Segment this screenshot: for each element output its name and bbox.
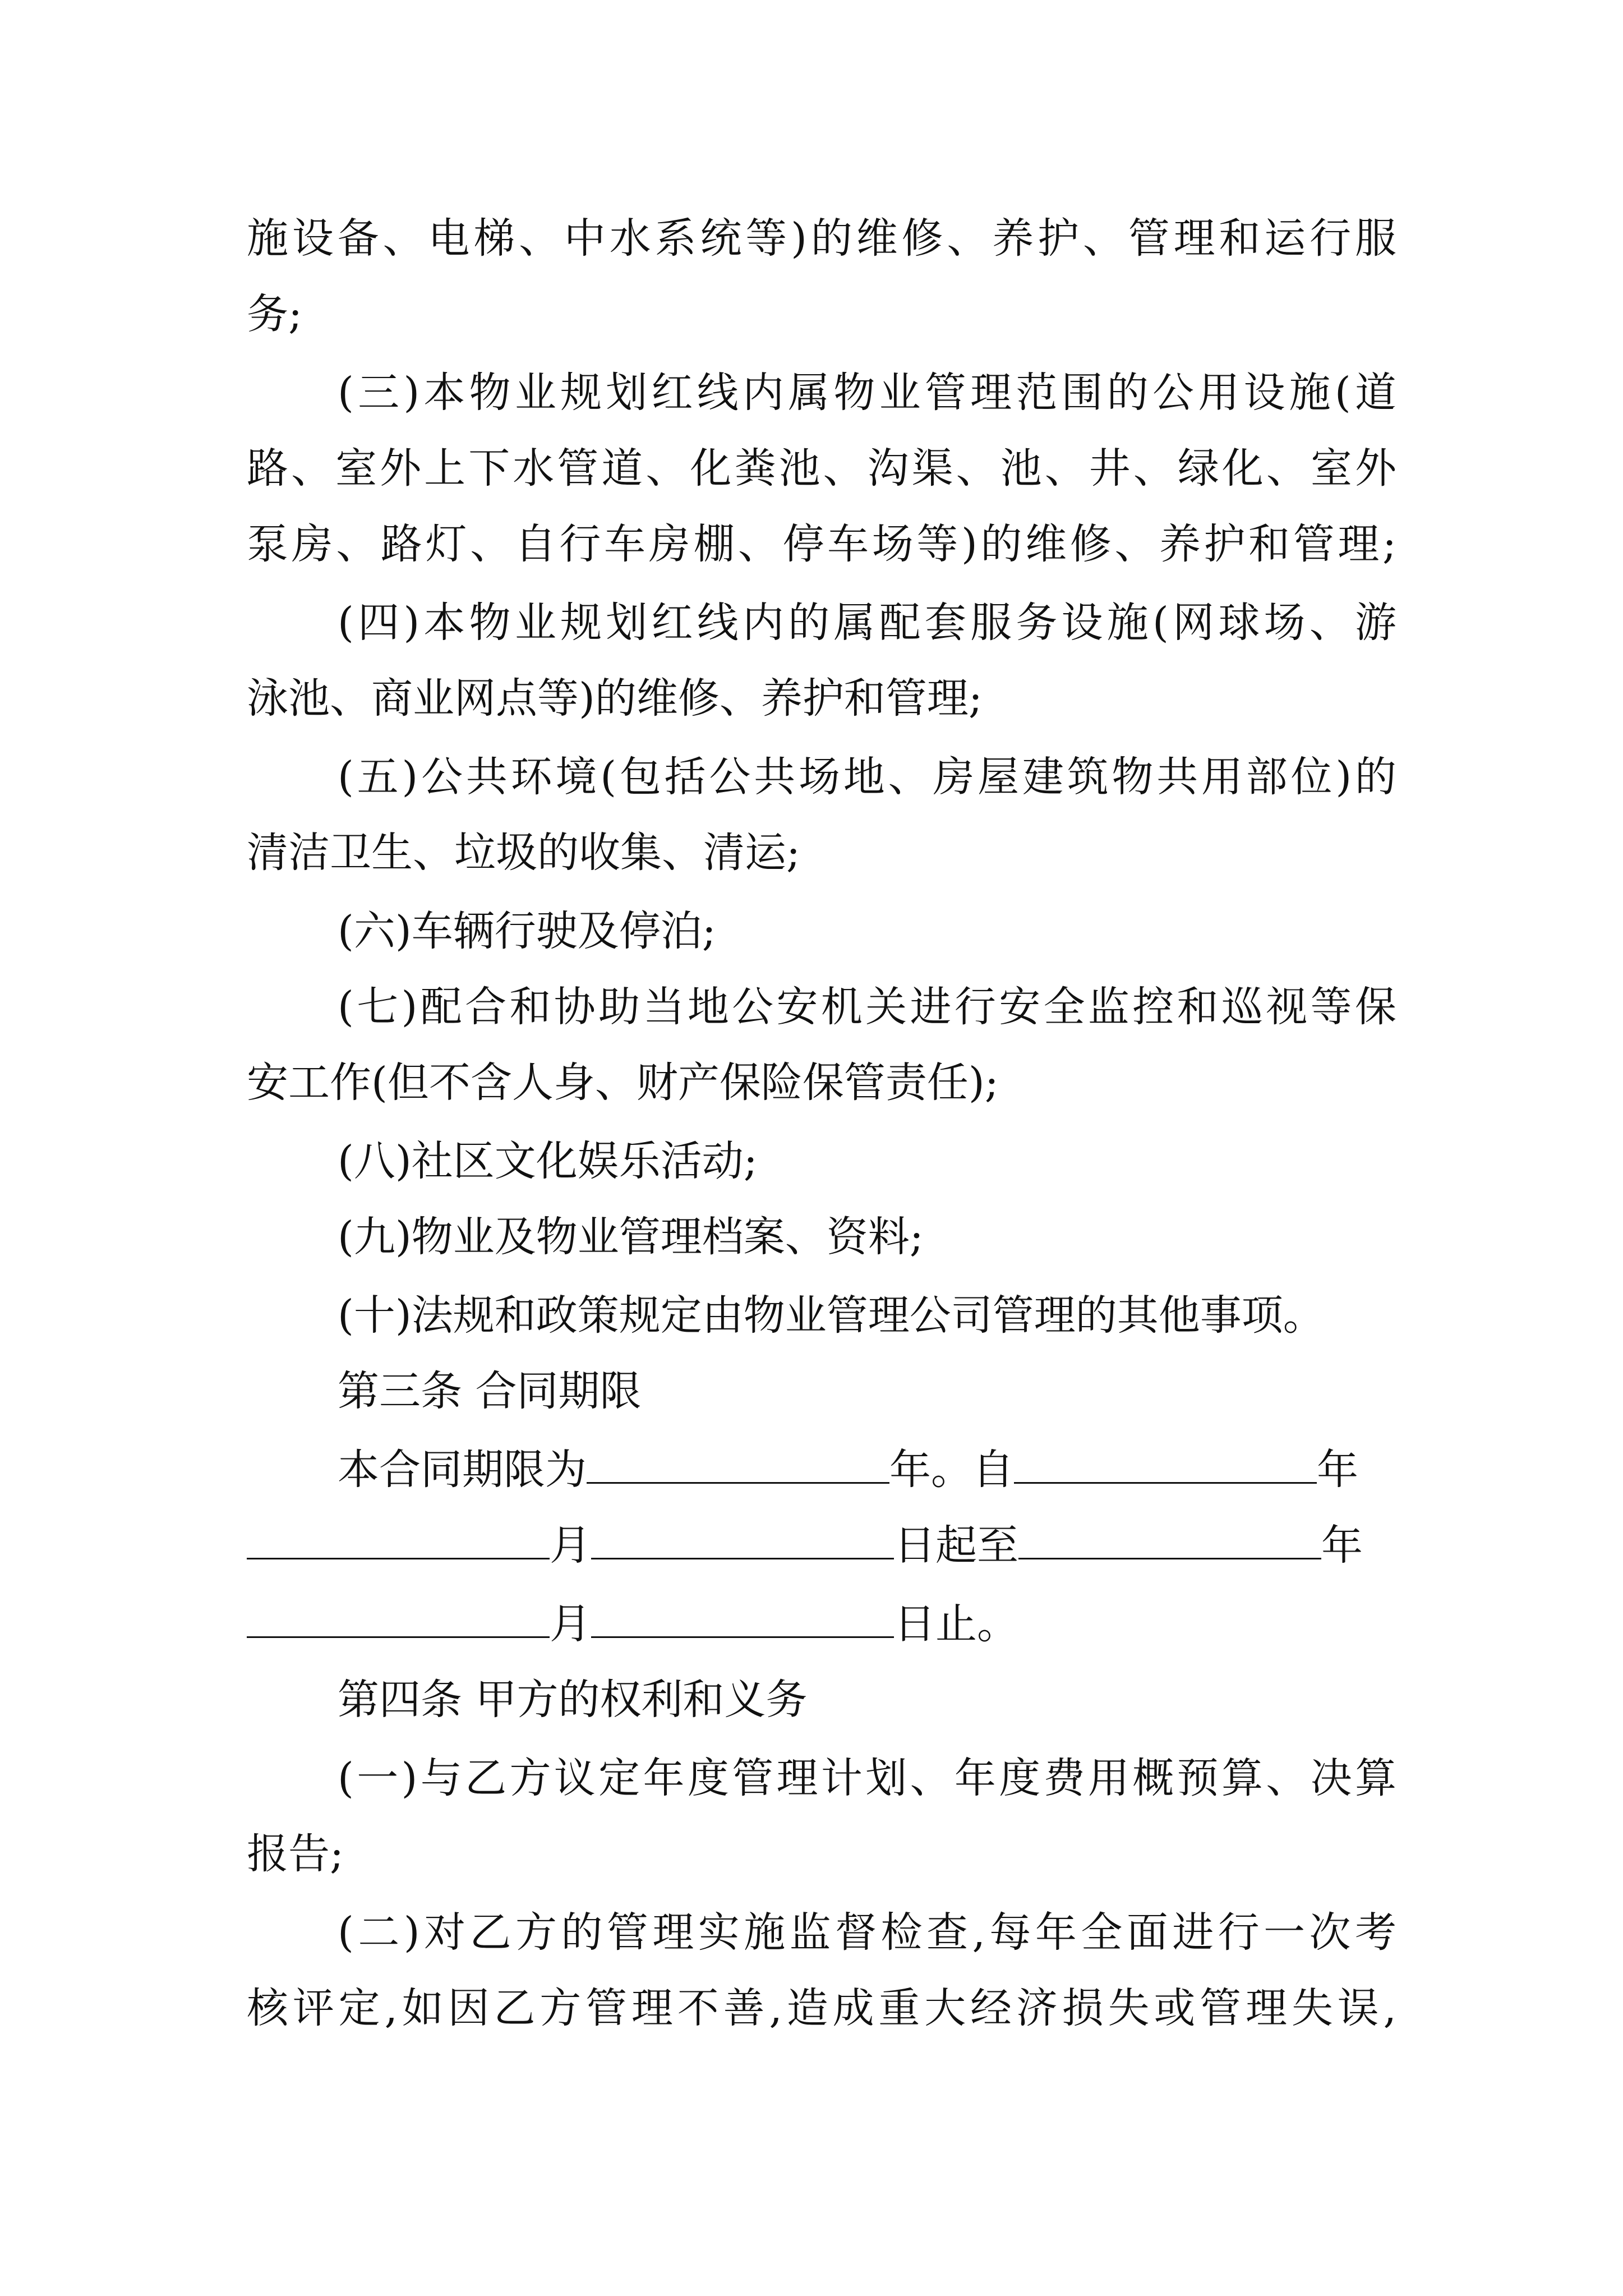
end-year-blank[interactable] — [1018, 1521, 1321, 1559]
article-4-item-2-line-1: (二)对乙方的管理实施监督检查,每年全面进行一次考 — [338, 1908, 1396, 1957]
end-day-label: 日止。 — [894, 1600, 1018, 1648]
start-year-blank[interactable] — [1014, 1445, 1317, 1484]
end-month-blank[interactable] — [247, 1599, 550, 1638]
article-4-item-1-line-2: 报告; — [247, 1830, 344, 1878]
term-year-unit: 年 — [889, 1446, 931, 1494]
end-year-label: 年 — [1321, 1521, 1363, 1570]
list-item-3-line-3: 泵房、路灯、自行车房棚、停车场等)的维修、养护和管理; — [247, 520, 1396, 568]
article-4-item-1-line-1: (一)与乙方议定年度管理计划、年度费用概预算、决算 — [338, 1754, 1396, 1802]
list-item-8: (八)社区文化娱乐活动; — [338, 1137, 758, 1185]
term-from: 。自 — [931, 1446, 1014, 1494]
paragraph-line: 务; — [247, 290, 302, 338]
start-month-label: 月 — [550, 1521, 591, 1570]
start-year-label: 年 — [1317, 1446, 1358, 1494]
term-years-blank[interactable] — [587, 1445, 889, 1484]
list-item-6: (六)车辆行驶及停泊; — [338, 907, 716, 955]
list-item-7-line-1: (七)配合和协助当地公安机关进行安全监控和巡视等保 — [338, 983, 1396, 1031]
paragraph-line: 施设备、电梯、中水系统等)的维修、养护、管理和运行服 — [247, 214, 1396, 263]
term-line-3 — [247, 1596, 1396, 1652]
list-item-5-line-2: 清洁卫生、垃圾的收集、清运; — [247, 829, 800, 877]
list-item-9: (九)物业及物业管理档案、资料; — [338, 1213, 924, 1261]
list-item-3-line-1: (三)本物业规划红线内属物业管理范围的公用设施(道 — [338, 369, 1396, 417]
start-day-label: 日起至 — [894, 1521, 1018, 1570]
term-line-2 — [247, 1517, 1396, 1573]
list-item-7-line-2: 安工作(但不含人身、财产保险保管责任); — [247, 1059, 999, 1107]
list-item-3-line-2: 路、室外上下水管道、化粪池、沟渠、池、井、绿化、室外 — [247, 444, 1396, 493]
article-3-heading: 第三条 合同期限 — [338, 1367, 642, 1415]
article-4-heading: 第四条 甲方的权利和义务 — [338, 1676, 808, 1724]
article-4-item-2-line-2: 核评定,如因乙方管理不善,造成重大经济损失或管理失误, — [247, 1984, 1396, 2032]
start-month-blank[interactable] — [247, 1521, 550, 1559]
term-prefix: 本合同期限为 — [338, 1446, 587, 1494]
list-item-10: (十)法规和政策规定由物业管理公司管理的其他事项。 — [338, 1291, 1325, 1340]
start-day-blank[interactable] — [591, 1521, 894, 1559]
list-item-4-line-2: 泳池、商业网点等)的维修、养护和管理; — [247, 674, 983, 723]
end-month-label: 月 — [550, 1600, 591, 1648]
end-day-blank[interactable] — [591, 1599, 894, 1638]
list-item-4-line-1: (四)本物业规划红线内的属配套服务设施(网球场、游 — [338, 599, 1396, 647]
term-line-1 — [338, 1442, 1396, 1498]
list-item-5-line-1: (五)公共环境(包括公共场地、房屋建筑物共用部位)的 — [338, 753, 1396, 801]
